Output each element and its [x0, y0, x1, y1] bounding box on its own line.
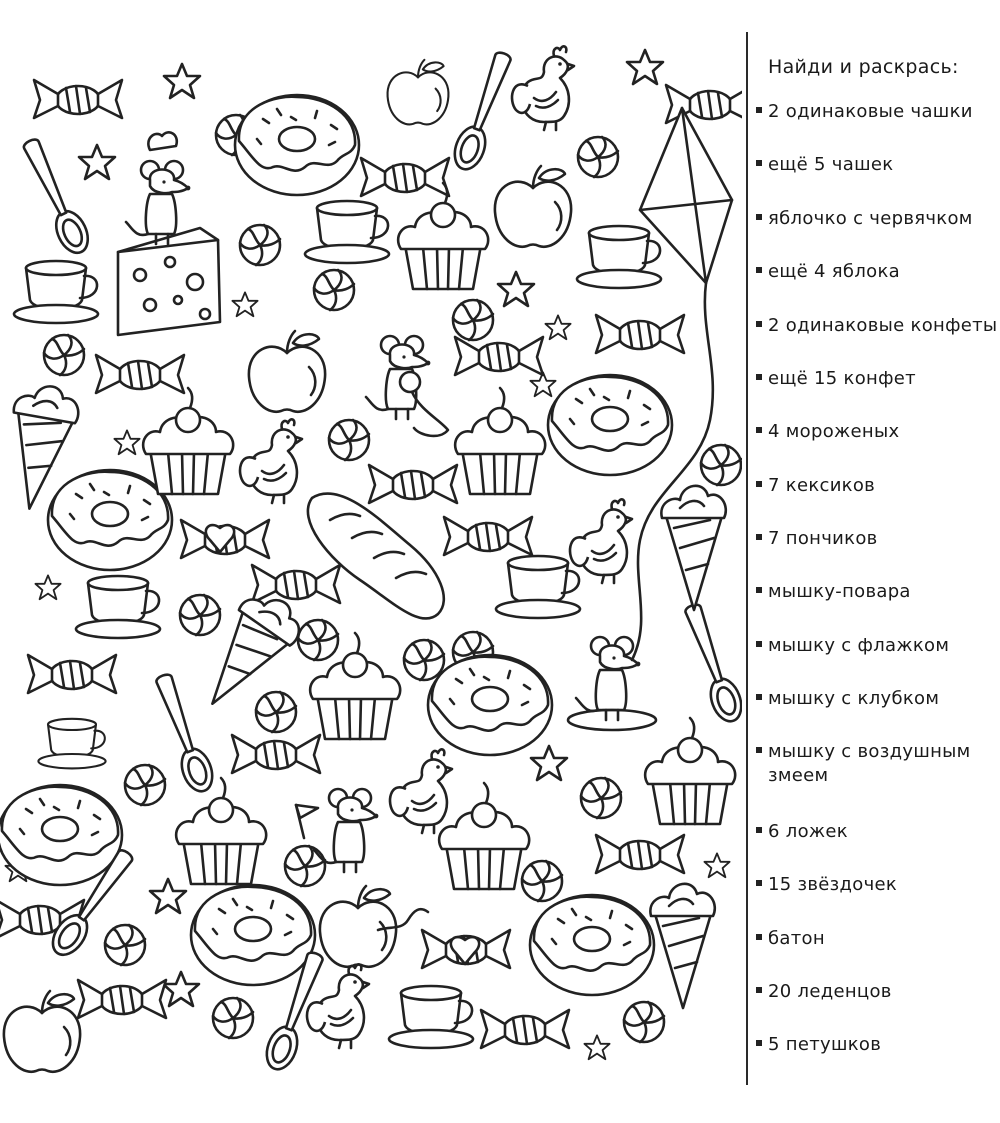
candy-icon	[596, 835, 684, 873]
bullet-icon	[756, 934, 762, 940]
ice-cream-icon	[661, 486, 725, 610]
lollipop-icon	[581, 778, 621, 818]
lollipop-icon	[105, 925, 145, 965]
task-item: ещё 15 конфет	[756, 367, 1000, 391]
bullet-icon	[756, 427, 762, 433]
lollipop-icon	[329, 420, 369, 460]
cupcake-icon	[398, 183, 488, 289]
cup-icon	[305, 201, 389, 263]
lollipop-icon	[522, 861, 562, 901]
cup-icon	[389, 986, 473, 1048]
bullet-icon	[756, 587, 762, 593]
rooster-icon	[390, 749, 452, 833]
bullet-icon	[756, 267, 762, 273]
kite-mouse-icon	[576, 637, 640, 720]
candy-icon	[361, 158, 449, 196]
task-item: ещё 5 чашек	[756, 153, 1000, 177]
donut-icon	[548, 375, 672, 475]
spoon-icon	[678, 601, 742, 726]
candy-icon	[596, 315, 684, 353]
apple-icon	[4, 991, 80, 1072]
lollipop-icon	[624, 1002, 664, 1042]
donut-icon	[530, 895, 654, 995]
candy-icon	[78, 980, 166, 1018]
cup-icon	[76, 576, 160, 638]
candy-icon	[34, 80, 122, 118]
apple-icon	[495, 166, 571, 247]
donut-icon	[428, 655, 552, 755]
bullet-icon	[756, 374, 762, 380]
flag-mouse-icon	[314, 789, 378, 872]
lollipop-icon	[285, 846, 325, 886]
lollipop-icon	[453, 300, 493, 340]
donut-icon	[0, 785, 122, 885]
star-icon	[704, 853, 729, 877]
bread-icon	[308, 493, 444, 618]
chef-hat-icon	[148, 132, 176, 150]
task-list-panel	[756, 52, 1000, 1102]
cupcake-icon	[143, 388, 233, 494]
task-item: 15 звёздочек	[756, 873, 1000, 897]
lollipop-icon	[240, 225, 280, 265]
bullet-icon	[756, 321, 762, 327]
task-item: 7 кексиков	[756, 474, 1000, 498]
yarn-ball-icon	[400, 372, 420, 392]
cup-icon	[577, 226, 661, 288]
chef-mouse-icon	[126, 161, 190, 244]
star-icon	[150, 879, 186, 913]
star-icon	[232, 292, 257, 316]
cupcake-icon	[439, 783, 529, 889]
candy-icon	[232, 735, 320, 773]
apple-icon	[249, 331, 325, 412]
star-icon	[35, 575, 60, 599]
task-item: 2 одинаковые конфеты	[756, 314, 1000, 338]
star-icon	[163, 972, 199, 1006]
candy-icon	[369, 465, 457, 503]
candy-icon	[455, 337, 543, 375]
bullet-icon	[756, 827, 762, 833]
star-icon	[627, 50, 663, 84]
lollipop-icon	[404, 640, 444, 680]
bullet-icon	[756, 160, 762, 166]
task-item: мышку с клубком	[756, 687, 1000, 711]
candy-icon	[28, 655, 116, 693]
star-icon	[545, 315, 570, 339]
lollipop-icon	[298, 620, 338, 660]
star-icon	[79, 145, 115, 179]
bullet-icon	[756, 107, 762, 113]
bullet-icon	[756, 641, 762, 647]
task-item: мышку с воздушным змеем	[756, 740, 1000, 788]
divider-line	[746, 32, 748, 1085]
candy-icon	[252, 565, 340, 603]
cupcake-icon	[645, 718, 735, 824]
star-icon	[584, 1035, 609, 1059]
star-icon	[498, 272, 534, 306]
task-item: 2 одинаковые чашки	[756, 100, 1000, 124]
candy-icon	[481, 1010, 569, 1048]
donut-icon	[191, 885, 315, 985]
task-item: 6 ложек	[756, 820, 1000, 844]
star-icon	[164, 64, 200, 98]
bullet-icon	[756, 534, 762, 540]
bullet-icon	[756, 747, 762, 753]
bullet-icon	[756, 880, 762, 886]
spoon-icon	[449, 49, 517, 174]
task-item: 5 петушков	[756, 1033, 1000, 1057]
rooster-icon	[570, 499, 632, 583]
bullet-icon	[756, 481, 762, 487]
cup-icon	[14, 261, 98, 323]
task-list-heading: Найди и раскрась:	[768, 56, 959, 78]
lollipop-icon	[213, 998, 253, 1038]
task-item: 4 мороженых	[756, 420, 1000, 444]
task-item: яблочко с червячком	[756, 207, 1000, 231]
cup-icon	[496, 556, 580, 618]
apple-icon	[388, 60, 449, 125]
task-item: батон	[756, 927, 1000, 951]
rooster-icon	[512, 46, 574, 130]
apple-icon	[320, 886, 396, 967]
task-item: 7 пончиков	[756, 527, 1000, 551]
task-item: ещё 4 яблока	[756, 260, 1000, 284]
donut-icon	[235, 95, 359, 195]
rooster-icon	[240, 419, 302, 503]
candy-icon	[96, 355, 184, 393]
lollipop-icon	[256, 692, 296, 732]
lollipop-icon	[578, 137, 618, 177]
flag-icon	[296, 805, 318, 818]
bullet-icon	[756, 694, 762, 700]
task-item: мышку с флажком	[756, 634, 1000, 658]
spoon-icon	[17, 135, 94, 258]
task-item: 20 леденцов	[756, 980, 1000, 1004]
bullet-icon	[756, 987, 762, 993]
bullet-icon	[756, 214, 762, 220]
task-item: мышку-повара	[756, 580, 1000, 604]
star-icon	[531, 746, 567, 780]
cup-icon	[38, 719, 105, 769]
cupcake-icon	[176, 778, 266, 884]
lollipop-icon	[701, 445, 741, 485]
star-icon	[114, 430, 139, 454]
lollipop-icon	[180, 595, 220, 635]
lollipop-icon	[314, 270, 354, 310]
ice-cream-icon	[650, 884, 714, 1008]
lollipop-icon	[125, 765, 165, 805]
candy-icon	[444, 517, 532, 555]
cupcake-icon	[455, 388, 545, 494]
donut-icon	[48, 470, 172, 570]
lollipop-icon	[44, 335, 84, 375]
bullet-icon	[756, 1040, 762, 1046]
